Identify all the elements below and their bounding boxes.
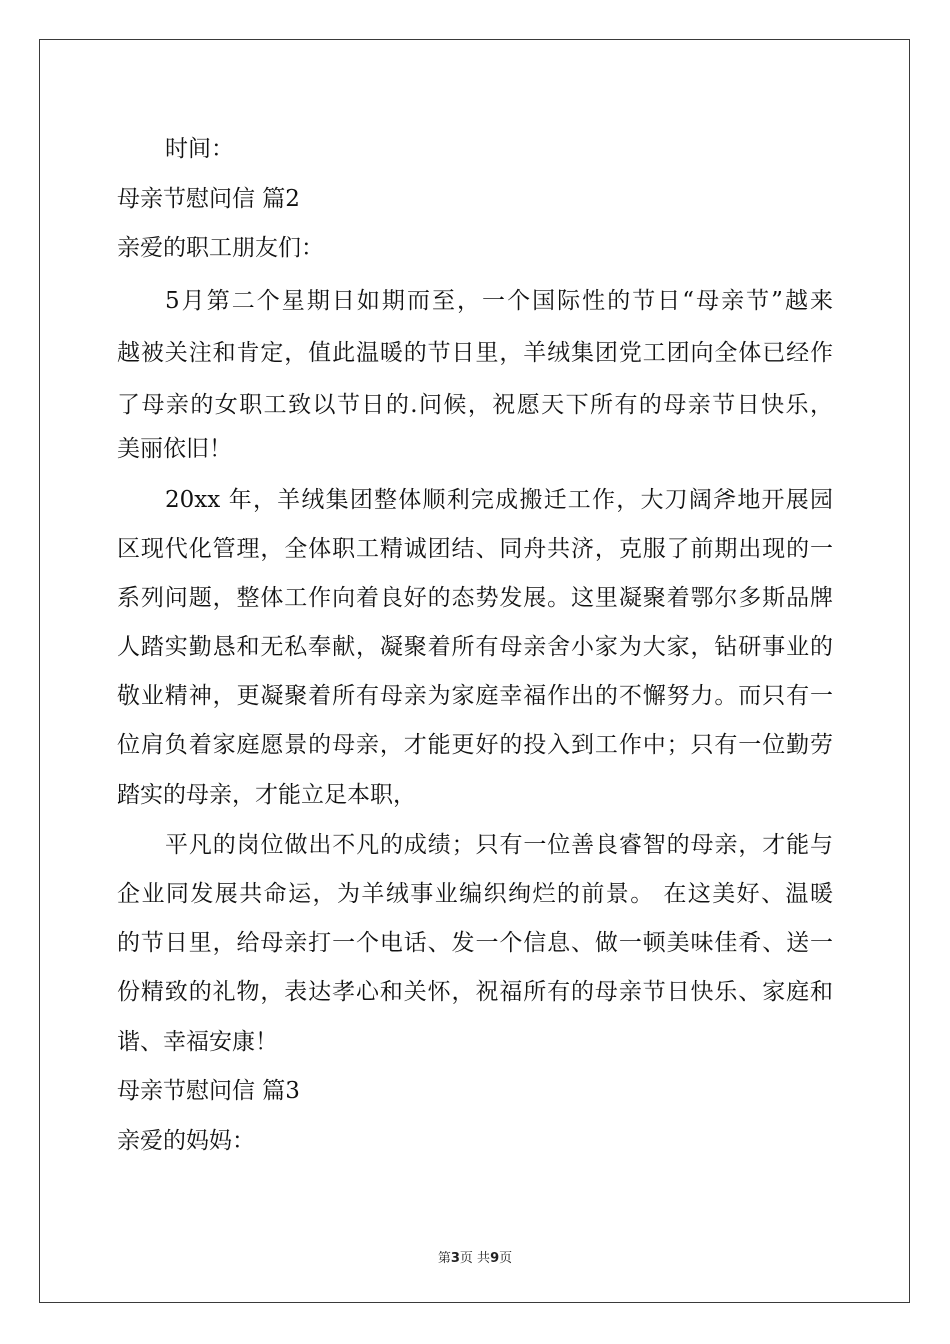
total-pages-number: 9	[490, 1251, 500, 1266]
paragraph-line: 平凡的岗位做出不凡的成绩；只有一位善良睿智的母亲，才能与	[165, 832, 833, 858]
page-footer	[0, 1247, 950, 1266]
greeting-2: 亲爱的职工朋友们：	[117, 235, 324, 261]
paragraph-line: 5月第二个星期日如期而至，一个国际性的节日“母亲节”越来	[165, 288, 833, 314]
paragraph-line: 的节日里，给母亲打一个电话、发一个信息、做一顿美味佳肴、送一	[117, 930, 833, 956]
page-border	[39, 39, 910, 1303]
paragraph-line: 企业同发展共命运，为羊绒事业编织绚烂的前景。 在这美好、温暖	[117, 881, 833, 907]
paragraph-line: 越被关注和肯定，值此温暖的节日里，羊绒集团党工团向全体已经作	[117, 340, 833, 366]
footer-suffix: 页	[499, 1251, 513, 1266]
paragraph-line: 踏实的母亲，才能立足本职，	[117, 782, 416, 808]
paragraph-line: 了母亲的女职工致以节日的.问候，祝愿天下所有的母亲节日快乐，	[117, 392, 833, 418]
footer-middle: 页 共	[459, 1251, 491, 1266]
footer-prefix: 第	[437, 1251, 451, 1266]
paragraph-line: 20xx 年，羊绒集团整体顺利完成搬迁工作，大刀阔斧地开展园	[165, 487, 833, 513]
paragraph-line: 区现代化管理，全体职工精诚团结、同舟共济，克服了前期出现的一	[117, 536, 833, 562]
paragraph-line: 人踏实勤恳和无私奉献，凝聚着所有母亲舍小家为大家，钻研事业的	[117, 634, 833, 660]
paragraph-line: 谐、幸福安康！	[117, 1029, 278, 1055]
section-heading-2: 母亲节慰问信 篇2	[117, 186, 300, 212]
paragraph-line: 美丽依旧！	[117, 436, 232, 462]
paragraph-line: 位肩负着家庭愿景的母亲，才能更好的投入到工作中；只有一位勤劳	[117, 732, 833, 758]
greeting-3: 亲爱的妈妈：	[117, 1128, 255, 1154]
paragraph-line: 份精致的礼物，表达孝心和关怀，祝福所有的母亲节日快乐、家庭和	[117, 979, 833, 1005]
paragraph-line: 系列问题，整体工作向着良好的态势发展。这里凝聚着鄂尔多斯品牌	[117, 585, 833, 611]
section-heading-3: 母亲节慰问信 篇3	[117, 1078, 300, 1104]
current-page-number: 3	[450, 1251, 460, 1266]
time-label: 时间：	[165, 136, 234, 162]
paragraph-line: 敬业精神，更凝聚着所有母亲为家庭幸福作出的不懈努力。而只有一	[117, 683, 833, 709]
